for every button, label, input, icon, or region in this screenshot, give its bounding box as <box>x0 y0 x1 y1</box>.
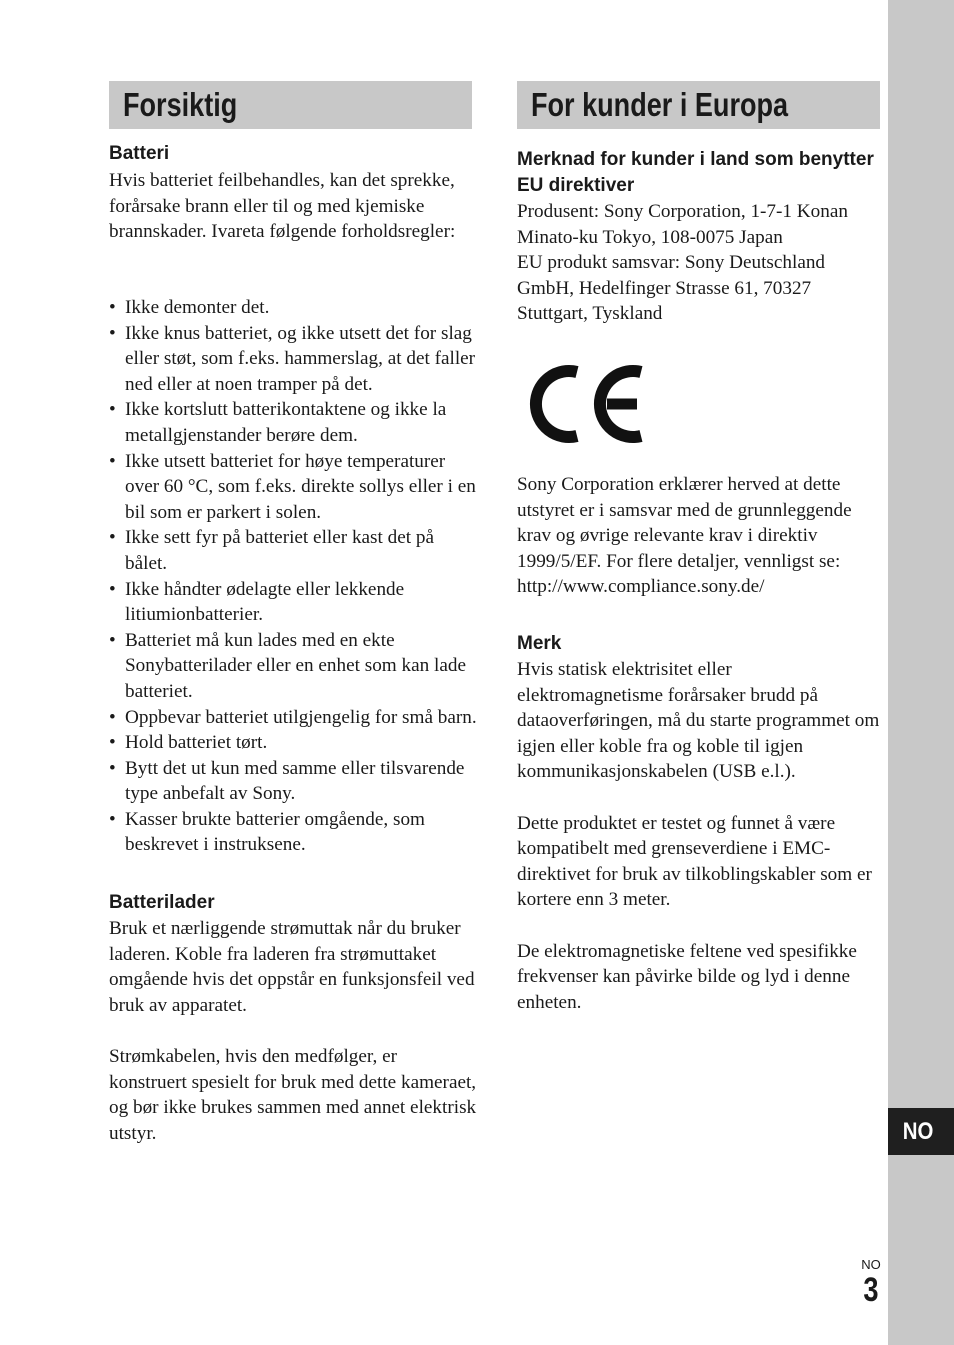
battery-bullets <box>109 295 479 858</box>
note-paragraph: Hvis statisk elektrisitet eller elektromagnetisme forårsaker brudd på dataoverføringen, må du starte programmet om igjen eller koble fra og koble til igjen kommunikasjonskabelen (USB e.l.). <box>517 659 880 783</box>
bullet-item: • Kasser brukte batterier omgående, som beskrevet i instruksene. <box>109 807 479 858</box>
section-title: Forsiktig <box>123 86 238 123</box>
charger-section <box>109 890 479 1146</box>
note-heading: Merk <box>517 633 562 654</box>
battery-heading: Batteri <box>109 143 170 164</box>
bullet-item: • Ikke kortslutt batterikontaktene og ikke la metallgjenstander berøre dem. <box>109 397 479 448</box>
declaration-section <box>517 472 882 600</box>
charger-heading: Batterilader <box>109 892 215 913</box>
declaration-paragraph: Sony Corporation erklærer herved at dette utstyret er i samsvar med de grunnleggende krav og øvrige relevante krav i direktiv 1999/5/EF. For flere detaljer, vennligst se: http://www.compliance.sony.de/ <box>517 474 852 598</box>
page-language-code: NO <box>861 1257 881 1272</box>
language-tab <box>888 1108 954 1155</box>
eu-notice-heading: Merknad for kunder i land som benytter EU direktiver <box>517 149 874 196</box>
eu-notice-section <box>517 147 882 327</box>
bullet-item: • Ikke knus batteriet, og ikke utsett det for slag eller støt, som f.eks. hammerslag, at det faller ned eller at noen tramper på det. <box>109 321 479 398</box>
bullet-item: • Ikke utsett batteriet for høye temperaturer over 60 °C, som f.eks. direkte sollys eller i en bil som er parkert i solen. <box>109 449 479 526</box>
section-header-europa <box>517 81 880 129</box>
section-header-forsiktig <box>109 81 472 129</box>
bullet-item: • Ikke demonter det. <box>109 295 479 321</box>
section-title: For kunder i Europa <box>531 86 789 123</box>
note-section <box>517 631 882 1015</box>
page-number: 3 <box>863 1271 879 1309</box>
eu-notice-paragraph: Produsent: Sony Corporation, 1-7-1 Konan Minato-ku Tokyo, 108-0075 Japan EU produkt samsvar: Sony Deutschland GmbH, Hedelfinger Strasse 61, 70327 Stuttgart, Tyskland <box>517 201 848 325</box>
charger-paragraph: Bruk et nærliggende strømuttak når du bruker laderen. Koble fra laderen fra strømuttaket omgående hvis det oppstår en funksjonsfeil ved bruk av apparatet. <box>109 918 475 1016</box>
ce-mark-icon <box>529 362 644 451</box>
bullet-item: • Oppbevar batteriet utilgjengelig for små barn. <box>109 705 479 731</box>
note-paragraph: Dette produktet er testet og funnet å være kompatibelt med grenseverdiene i EMC-direktivet for bruk av tilkoblingskabler som er kortere enn 3 meter. <box>517 812 872 911</box>
language-tab-label: NO <box>902 1118 934 1145</box>
bullet-item: • Bytt det ut kun med samme eller tilsvarende type anbefalt av Sony. <box>109 756 479 807</box>
charger-paragraph: Strømkabelen, hvis den medfølger, er konstruert spesielt for bruk med dette kameraet, og bør ikke brukes sammen med annet elektrisk utstyr. <box>109 1045 477 1144</box>
bullet-item: • Ikke sett fyr på batteriet eller kast det på bålet. <box>109 525 479 576</box>
bullet-item: • Ikke håndter ødelagte eller lekkende litiumionbatterier. <box>109 577 479 628</box>
bullet-item: • Batteriet må kun lades med en ekte Sonybatterilader eller en enhet som kan lade batteriet. <box>109 628 479 705</box>
battery-intro: Hvis batteriet feilbehandles, kan det sprekke, forårsake brann eller til og med kjemiske brannskader. Ivareta følgende forholdsregler: <box>109 170 456 243</box>
note-paragraph: De elektromagnetiske feltene ved spesifikke frekvenser kan påvirke bilde og lyd i denne enheten. <box>517 940 857 1013</box>
battery-section <box>109 141 479 245</box>
bullet-item: • Hold batteriet tørt. <box>109 730 479 756</box>
